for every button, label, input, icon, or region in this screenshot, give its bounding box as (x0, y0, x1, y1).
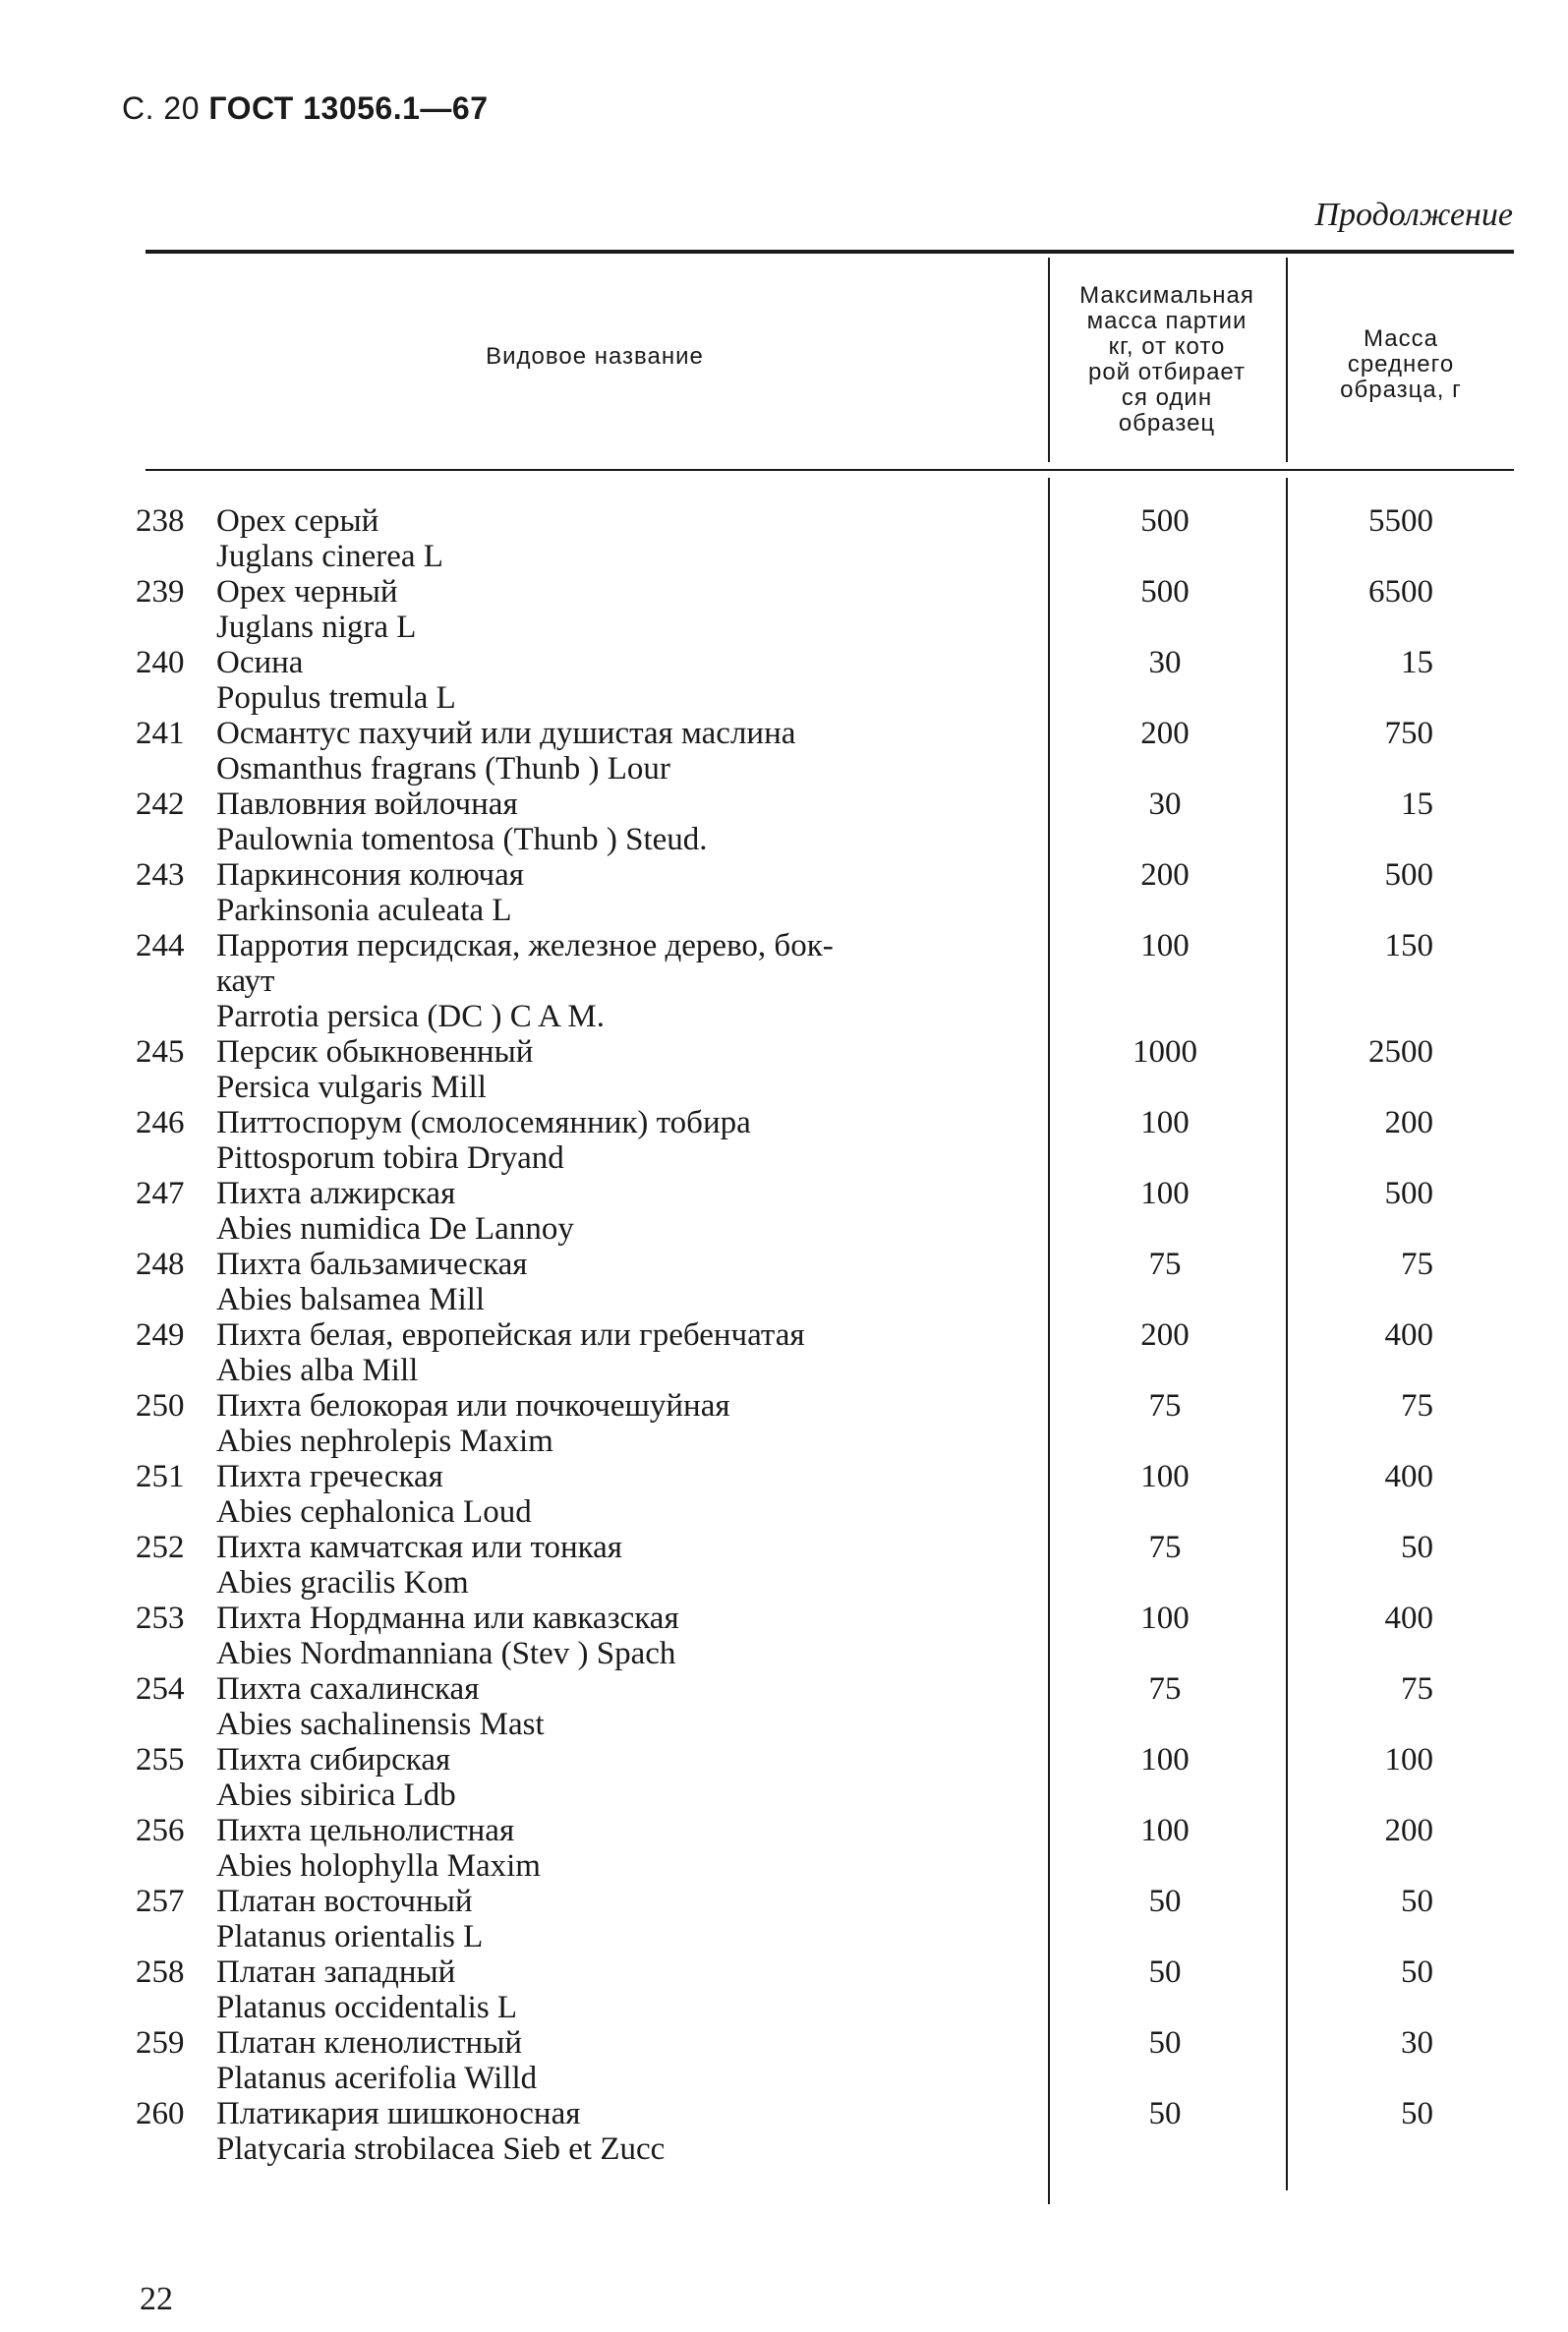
max-mass-value: 500 (1140, 503, 1190, 539)
sample-mass-value: 5500 (1368, 503, 1433, 539)
species-name-line: Пихта цельнолистная (216, 1813, 515, 1848)
species-name-line: Abies Nordmanniana (Stev ) Spach (216, 1636, 676, 1671)
species-name-line: Пихта камчатская или тонкая (216, 1530, 622, 1565)
sample-mass-value: 15 (1401, 787, 1433, 822)
max-mass-value: 75 (1148, 1671, 1182, 1707)
max-mass-value: 100 (1140, 1105, 1190, 1140)
species-name-line: Паркинсония колючая (216, 857, 524, 893)
max-mass-value: 30 (1148, 645, 1182, 680)
row-number: 259 (136, 2025, 185, 2061)
sample-mass-value: 500 (1384, 857, 1433, 893)
species-name (216, 1884, 1032, 1954)
species-name-line: Платикария шишконосная (216, 2096, 581, 2131)
col-header-max-mass-line: ся один (1121, 384, 1213, 411)
species-name-line: Juglans cinerea L (216, 539, 443, 574)
row-number: 248 (136, 1247, 185, 1282)
row-number: 254 (136, 1671, 185, 1707)
sample-mass-value: 50 (1401, 1884, 1433, 1919)
body-divider-1 (1048, 478, 1050, 2204)
sample-mass-value: 75 (1401, 1671, 1433, 1707)
species-name (216, 928, 1032, 1034)
max-mass-value: 50 (1148, 2096, 1182, 2131)
max-mass-value: 75 (1148, 1388, 1182, 1424)
max-mass-value: 100 (1140, 1742, 1190, 1778)
species-name-line: Abies holophylla Maxim (216, 1848, 541, 1884)
species-name-line: Abies alba Mill (216, 1353, 419, 1388)
body-divider-2 (1286, 478, 1288, 2190)
row-number: 256 (136, 1813, 185, 1848)
species-name-line: Pittosporum tobira Dryand (216, 1140, 564, 1176)
sample-mass-value: 200 (1384, 1813, 1433, 1848)
col-header-sample-mass (1288, 326, 1514, 403)
row-number: 242 (136, 787, 185, 822)
species-name (216, 1954, 1032, 2025)
max-mass-value: 200 (1140, 1317, 1190, 1353)
col-header-max-mass-line: кг, от кото (1108, 333, 1226, 360)
species-name-line: Persica vulgaris Mill (216, 1070, 487, 1105)
species-name-line: Platanus orientalis L (216, 1919, 484, 1954)
species-name-line: Орех серый (216, 503, 379, 539)
sample-mass-value: 400 (1384, 1317, 1433, 1353)
species-name-line: Abies nephrolepis Maxim (216, 1424, 553, 1459)
sample-mass-value: 30 (1401, 2025, 1433, 2061)
species-name (216, 1671, 1032, 1742)
species-name-line: Abies balsamea Mill (216, 1282, 486, 1317)
species-name-line: Платан кленолистный (216, 2025, 523, 2061)
col-header-max-mass (1050, 283, 1284, 437)
species-name (216, 1247, 1032, 1317)
species-name-line: Abies sibirica Ldb (216, 1778, 456, 1813)
max-mass-value: 100 (1140, 1813, 1190, 1848)
row-number: 247 (136, 1176, 185, 1211)
col-header-name: Видовое название (486, 343, 704, 370)
species-name-line: Populus tremula L (216, 680, 456, 716)
species-name-line: Пихта бальзамическая (216, 1247, 528, 1282)
species-name (216, 787, 1032, 857)
species-name (216, 1742, 1032, 1813)
col-header-sample-mass-line: Масса (1364, 325, 1438, 352)
species-name-line: Пихта белокорая или почкочешуйная (216, 1388, 730, 1424)
row-number: 240 (136, 645, 185, 680)
species-name-line: Paulownia tomentosa (Thunb ) Steud. (216, 822, 708, 857)
max-mass-value: 50 (1148, 1884, 1182, 1919)
sample-mass-value: 2500 (1368, 1034, 1433, 1070)
max-mass-value: 100 (1140, 928, 1190, 963)
species-name (216, 1034, 1032, 1105)
sample-mass-value: 200 (1384, 1105, 1433, 1140)
species-name (216, 2025, 1032, 2096)
standard-code: ГОСТ 13056.1—67 (208, 90, 489, 126)
col-header-sample-mass-line: образца, г (1340, 377, 1462, 403)
sample-mass-value: 50 (1401, 1530, 1433, 1565)
row-number: 257 (136, 1884, 185, 1919)
species-name-line: Abies gracilis Kom (216, 1565, 469, 1601)
max-mass-value: 30 (1148, 787, 1182, 822)
page-ref: С. 20 (122, 90, 200, 126)
col-header-max-mass-line: рой отбирает (1088, 359, 1246, 385)
page-header (122, 90, 489, 127)
max-mass-value: 50 (1148, 2025, 1182, 2061)
sample-mass-value: 75 (1401, 1247, 1433, 1282)
col-header-max-mass-line: Максимальная (1079, 282, 1254, 309)
species-name-line: Juglans nigra L (216, 610, 417, 645)
max-mass-value: 75 (1148, 1247, 1182, 1282)
species-name (216, 1176, 1032, 1247)
species-name (216, 503, 1032, 574)
continuation-label: Продолжение (1314, 197, 1513, 233)
species-name-line: Осина (216, 645, 304, 680)
row-number: 255 (136, 1742, 185, 1778)
species-name-line: Пихта сахалинская (216, 1671, 480, 1707)
species-name-line: Пихта белая, европейская или гребенчатая (216, 1317, 805, 1353)
species-name-line: каут (216, 963, 275, 999)
sample-mass-value: 50 (1401, 1954, 1433, 1990)
page-number: 22 (140, 2281, 173, 2317)
max-mass-value: 500 (1140, 574, 1190, 610)
sample-mass-value: 100 (1384, 1742, 1433, 1778)
row-number: 260 (136, 2096, 185, 2131)
row-number: 239 (136, 574, 185, 610)
table-top-rule (145, 250, 1514, 254)
species-name (216, 857, 1032, 928)
sample-mass-value: 400 (1384, 1459, 1433, 1494)
species-name-line: Abies numidica De Lannoy (216, 1211, 574, 1247)
species-name (216, 716, 1032, 787)
sample-mass-value: 500 (1384, 1176, 1433, 1211)
sample-mass-value: 400 (1384, 1601, 1433, 1636)
species-name (216, 1388, 1032, 1459)
max-mass-value: 200 (1140, 857, 1190, 893)
row-number: 258 (136, 1954, 185, 1990)
sample-mass-value: 750 (1384, 716, 1433, 751)
sample-mass-value: 50 (1401, 2096, 1433, 2131)
row-number: 251 (136, 1459, 185, 1494)
sample-mass-value: 75 (1401, 1388, 1433, 1424)
species-name (216, 1813, 1032, 1884)
species-name-line: Platanus acerifolia Willd (216, 2061, 538, 2096)
species-name-line: Пихта алжирская (216, 1176, 456, 1211)
species-name-line: Платан восточный (216, 1884, 473, 1919)
row-number: 252 (136, 1530, 185, 1565)
species-name (216, 574, 1032, 645)
max-mass-value: 100 (1140, 1459, 1190, 1494)
row-number: 243 (136, 857, 185, 893)
species-name (216, 1601, 1032, 1671)
row-number: 241 (136, 716, 185, 751)
row-number: 238 (136, 503, 185, 539)
row-number: 245 (136, 1034, 185, 1070)
species-name-line: Пихта Нордманна или кавказская (216, 1601, 679, 1636)
col-header-sample-mass-line: среднего (1347, 351, 1455, 378)
species-name (216, 2096, 1032, 2167)
max-mass-value: 100 (1140, 1176, 1190, 1211)
species-name-line: Османтус пахучий или душистая маслина (216, 716, 796, 751)
sample-mass-value: 6500 (1368, 574, 1433, 610)
row-number: 253 (136, 1601, 185, 1636)
header-bottom-rule (145, 469, 1514, 471)
species-name (216, 1530, 1032, 1601)
species-name-line: Павловния войлочная (216, 787, 518, 822)
sample-mass-value: 150 (1384, 928, 1433, 963)
col-header-max-mass-line: масса партии (1086, 308, 1248, 334)
max-mass-value: 100 (1140, 1601, 1190, 1636)
species-name-line: Abies sachalinensis Mast (216, 1707, 545, 1742)
sample-mass-value: 15 (1401, 645, 1433, 680)
species-name-line: Пихта сибирская (216, 1742, 451, 1778)
species-name-line: Osmanthus fragrans (Thunb ) Lour (216, 751, 670, 787)
species-name (216, 1105, 1032, 1176)
row-number: 249 (136, 1317, 185, 1353)
max-mass-value: 1000 (1132, 1034, 1197, 1070)
species-name-line: Парротия персидская, железное дерево, бок- (216, 928, 834, 963)
max-mass-value: 50 (1148, 1954, 1182, 1990)
species-name-line: Орех черный (216, 574, 398, 610)
max-mass-value: 75 (1148, 1530, 1182, 1565)
row-number: 250 (136, 1388, 185, 1424)
col-header-max-mass-line: образец (1118, 410, 1216, 437)
species-name-line: Parrotia persica (DC ) C A M. (216, 999, 606, 1034)
row-number: 244 (136, 928, 185, 963)
species-name-line: Платан западный (216, 1954, 456, 1990)
species-name-line: Пихта греческая (216, 1459, 443, 1494)
species-name-line: Parkinsonia aculeata L (216, 893, 512, 928)
row-number: 246 (136, 1105, 185, 1140)
max-mass-value: 200 (1140, 716, 1190, 751)
species-name-line: Питтоспорум (смолосемянник) тобира (216, 1105, 751, 1140)
species-name (216, 1459, 1032, 1530)
species-name-line: Platycaria strobilacea Sieb et Zucc (216, 2131, 666, 2167)
species-name (216, 1317, 1032, 1388)
species-name-line: Abies cephalonica Loud (216, 1494, 532, 1530)
species-name-line: Platanus occidentalis L (216, 1990, 518, 2025)
species-name (216, 645, 1032, 716)
species-name-line: Персик обыкновенный (216, 1034, 534, 1070)
